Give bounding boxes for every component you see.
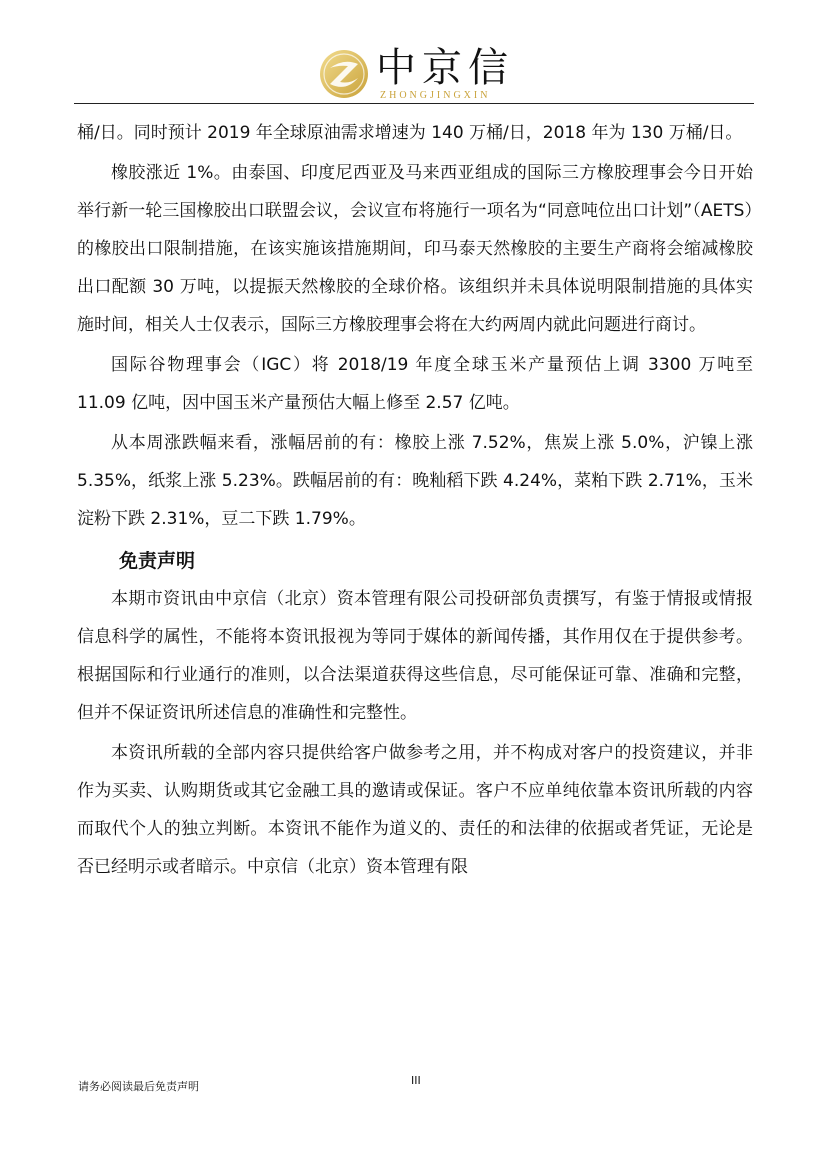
zhongjingxin-logo-icon [318,48,370,100]
page-header [0,0,827,110]
paragraph-weekly-movers: 从本周涨跌幅来看，涨幅居前的有：橡胶上涨 7.52%，焦炭上涨 5.0%，沪镍上涨 5.35%，纸浆上涨 5.23%。跌幅居前的有：晚籼稻下跌 4.24%，菜粕下跌 2.71%，玉米淀粉下跌 2.31%，豆二下跌 1.79%。 [77,433,753,529]
logo-chinese-name: 中京信 [376,45,514,91]
page-number: III [411,1074,421,1087]
logo-english-name: ZHONGJINGXIN [380,90,491,101]
paragraph-igc-corn: 国际谷物理事会（IGC）将 2018/19 年度全球玉米产量预估上调 3300 万吨至 11.09 亿吨，因中国玉米产量预估大幅上修至 2.57 亿吨。 [77,355,753,413]
header-divider [74,103,754,104]
document-body [77,114,753,886]
disclaimer-heading: 免责声明 [119,550,196,572]
disclaimer-paragraph-2: 本资讯所载的全部内容只提供给客户做参考之用，并不构成对客户的投资建议，并非作为买卖、认购期货或其它金融工具的邀请或保证。客户不应单纯依靠本资讯所载的内容而取代个人的独立判断。本资讯不能作为道义的、责任的和法律的依据或者凭证，无论是否已经明示或者暗示。中京信（北京）资本管理有限 [77,743,753,877]
footer-disclaimer-note: 请务必阅读最后免责声明 [78,1080,199,1093]
paragraph-rubber: 橡胶涨近 1%。由泰国、印度尼西亚及马来西亚组成的国际三方橡胶理事会今日开始举行新一轮三国橡胶出口联盟会议，会议宣布将施行一项名为“同意吨位出口计划”（AETS）的橡胶出口限制措施，在该实施该措施期间，印马泰天然橡胶的主要生产商将会缩减橡胶出口配额 30 万吨，以提振天然橡胶的全球价格。该组织并未具体说明限制措施的具体实施时间，相关人士仅表示，国际三方橡胶理事会将在大约两周内就此问题进行商讨。 [77,163,753,335]
disclaimer-paragraph-1: 本期市资讯由中京信（北京）资本管理有限公司投研部负责撰写，有鉴于情报或情报信息科学的属性，不能将本资讯报视为等同于媒体的新闻传播，其作用仅在于提供参考。根据国际和行业通行的准则，以合法渠道获得这些信息，尽可能保证可靠、准确和完整，但并不保证资讯所述信息的准确性和完整性。 [77,589,753,723]
paragraph-oil-demand: 桶/日。同时预计 2019 年全球原油需求增速为 140 万桶/日，2018 年为 130 万桶/日。 [77,123,743,143]
